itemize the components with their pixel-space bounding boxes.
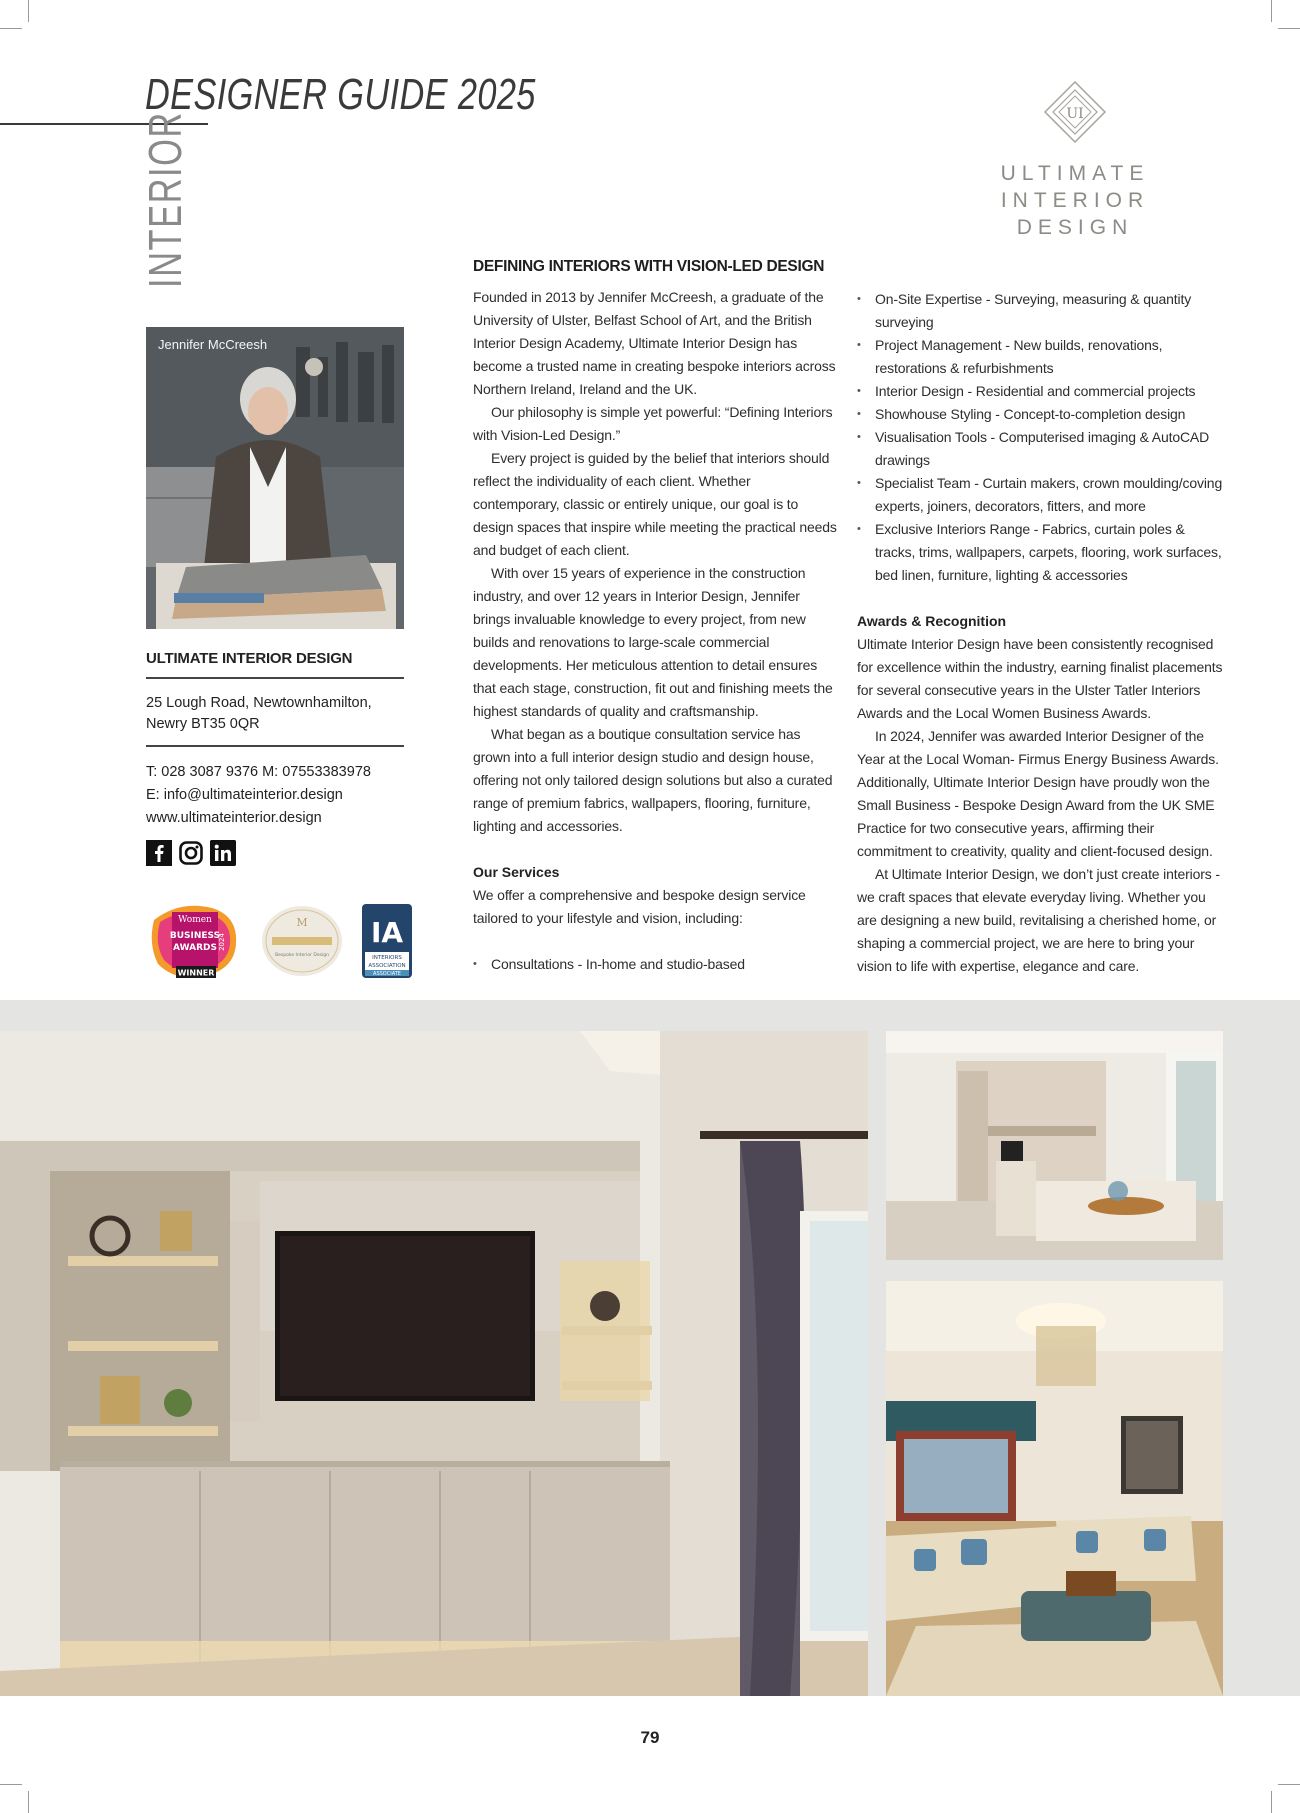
awards-paragraph: Ultimate Interior Design have been consistently recognised for excellence within the industry, earning finalist placements for several consecutive years in the Ulster Tatler Interiors Awards and the Local Women Business Awards. [857,636,1223,721]
photo-gallery [0,1000,1300,1696]
crop-mark [1271,1791,1272,1813]
instagram-icon[interactable] [178,840,204,866]
crop-mark [0,1784,22,1785]
designer-portrait-photo [146,327,404,629]
services-heading: Our Services [473,864,560,880]
svg-text:IA: IA [370,916,404,949]
svg-text:ASSOCIATION: ASSOCIATION [368,963,406,969]
section-vertical-label: INTERIOR [139,111,191,288]
article-heading: DEFINING INTERIORS WITH VISION-LED DESIGN [473,258,825,275]
crop-mark [1271,0,1272,22]
svg-text:Bespoke Interior Design: Bespoke Interior Design [275,953,329,958]
bespoke-design-award-badge [260,904,344,978]
crop-mark [1278,1784,1300,1785]
svg-text:Women: Women [178,915,212,925]
service-item: • Consultations - In-home and studio-based [473,953,838,976]
linkedin-icon[interactable] [210,840,236,866]
svg-text:BUSINESS: BUSINESS [169,931,221,941]
article-paragraph: Our philosophy is simple yet powerful: “Defining Interiors with Vision-Led Design.” [473,404,833,443]
facebook-icon[interactable] [146,840,172,866]
award-badges [146,900,412,982]
logo-line-1: ULTIMATE [1000,162,1150,185]
address-line-1: 25 Lough Road, Newtownhamilton, [146,695,372,711]
article-paragraph: Founded in 2013 by Jennifer McCreesh, a graduate of the University of Ulster, Belfast School of Art, and the British Interior Design Academy, Ultimate Interior Design has become a trusted name in creating bespoke interiors across Northern Ireland, Ireland and the UK. [473,289,836,397]
svg-text:M: M [296,916,308,929]
svg-text:WINNER: WINNER [177,968,215,978]
website-link[interactable]: www.ultimateinterior.design [146,810,322,826]
crop-mark [0,28,22,29]
article-paragraph: Every project is guided by the belief that interiors should reflect the individuality of each client. Whether contemporary, classic or entirely unique, our goal is to design spaces that inspire while meeting the practical needs and budget of each client. [473,450,837,558]
address-line-2: Newry BT35 0QR [146,716,260,732]
logo-monogram: UI [1066,106,1084,122]
kitchen-dining-photo [886,1031,1223,1260]
company-logo [990,80,1160,241]
contact-details [146,761,404,830]
contact-sidebar [146,650,404,866]
interiors-association-badge [362,904,412,978]
awards-heading: Awards & Recognition [857,613,1007,629]
logo-line-2: INTERIOR [1000,189,1150,212]
social-icons [146,840,404,866]
service-item: • Interior Design - Residential and commercial projects [857,380,1225,403]
service-item: • Specialist Team - Curtain makers, crown moulding/coving experts, joiners, decorators, fitters, and more [857,472,1225,518]
phone-numbers: T: 028 3087 9376 M: 07553383978 [146,764,371,780]
awards-paragraph: In 2024, Jennifer was awarded Interior Designer of the Year at the Local Woman- Firmus Energy Business Awards. Additionally, Ultimate Interior Design have proudly won the Small Business - Bespoke Design Award from the UK SME Practice for two consecutive years, affirming their commitment to creativity, quality and client-focused design. [857,728,1219,859]
service-item: • Exclusive Interiors Range - Fabrics, curtain poles & tracks, trims, wallpapers, carpets, flooring, work surfaces, bed linen, furniture, lighting & accessories [857,518,1225,587]
lounge-sofas-photo [886,1281,1223,1696]
svg-text:INTERIORS: INTERIORS [372,955,402,961]
service-item: • On-Site Expertise - Surveying, measuring & quantity surveying [857,288,1225,334]
diamond-monogram-icon [1043,80,1107,144]
services-list-start [473,953,838,976]
service-item: • Showhouse Styling - Concept-to-completion design [857,403,1225,426]
svg-text:2024: 2024 [218,933,226,951]
crop-mark [28,0,29,22]
email-address[interactable]: E: info@ultimateinterior.design [146,787,343,803]
service-item: • Visualisation Tools - Computerised imaging & AutoCAD drawings [857,426,1225,472]
article-paragraph: With over 15 years of experience in the construction industry, and over 12 years in Interior Design, Jennifer brings invaluable knowledge to every project, from new builds and renovations to large-scale commercial developments. Her meticulous attention to detail ensures that each stage, construction, fit out and finishing meets the highest standards of quality and craftsmanship. [473,565,833,719]
guide-title: DESIGNER GUIDE 2025 [145,70,536,119]
services-list [857,288,1225,587]
article-paragraph: What began as a boutique consultation service has grown into a full interior design studio and design house, offering not only tailored design solutions but also a curated range of premium fabrics, wallpapers, flooring, furniture, lighting and accessories. [473,726,833,834]
crop-mark [28,1791,29,1813]
service-item: • Project Management - New builds, renovations, restorations & refurbishments [857,334,1225,380]
page-number: 79 [640,1728,660,1747]
services-intro: We offer a comprehensive and bespoke design service tailored to your lifestyle and vision, including: [473,887,806,926]
awards-paragraph: At Ultimate Interior Design, we don’t just create interiors - we craft spaces that elevate everyday living. Whether you are designing a new build, revitalising a cherished home, or shaping a commercial project, we are here to bring your vision to life with expertise, elegance and care. [857,866,1220,974]
svg-text:AWARDS: AWARDS [173,943,217,953]
article-column-right [857,288,1225,978]
crop-mark [1278,28,1300,29]
business-awards-winner-badge [146,900,242,982]
portrait-caption: Jennifer McCreesh [158,337,268,352]
company-name: ULTIMATE INTERIOR DESIGN [146,650,404,679]
living-room-media-wall-photo [0,1031,868,1696]
article-column-left [473,258,838,976]
company-address [146,679,404,747]
logo-line-3: DESIGN [1016,216,1134,239]
svg-text:ASSOCIATE: ASSOCIATE [373,971,401,977]
